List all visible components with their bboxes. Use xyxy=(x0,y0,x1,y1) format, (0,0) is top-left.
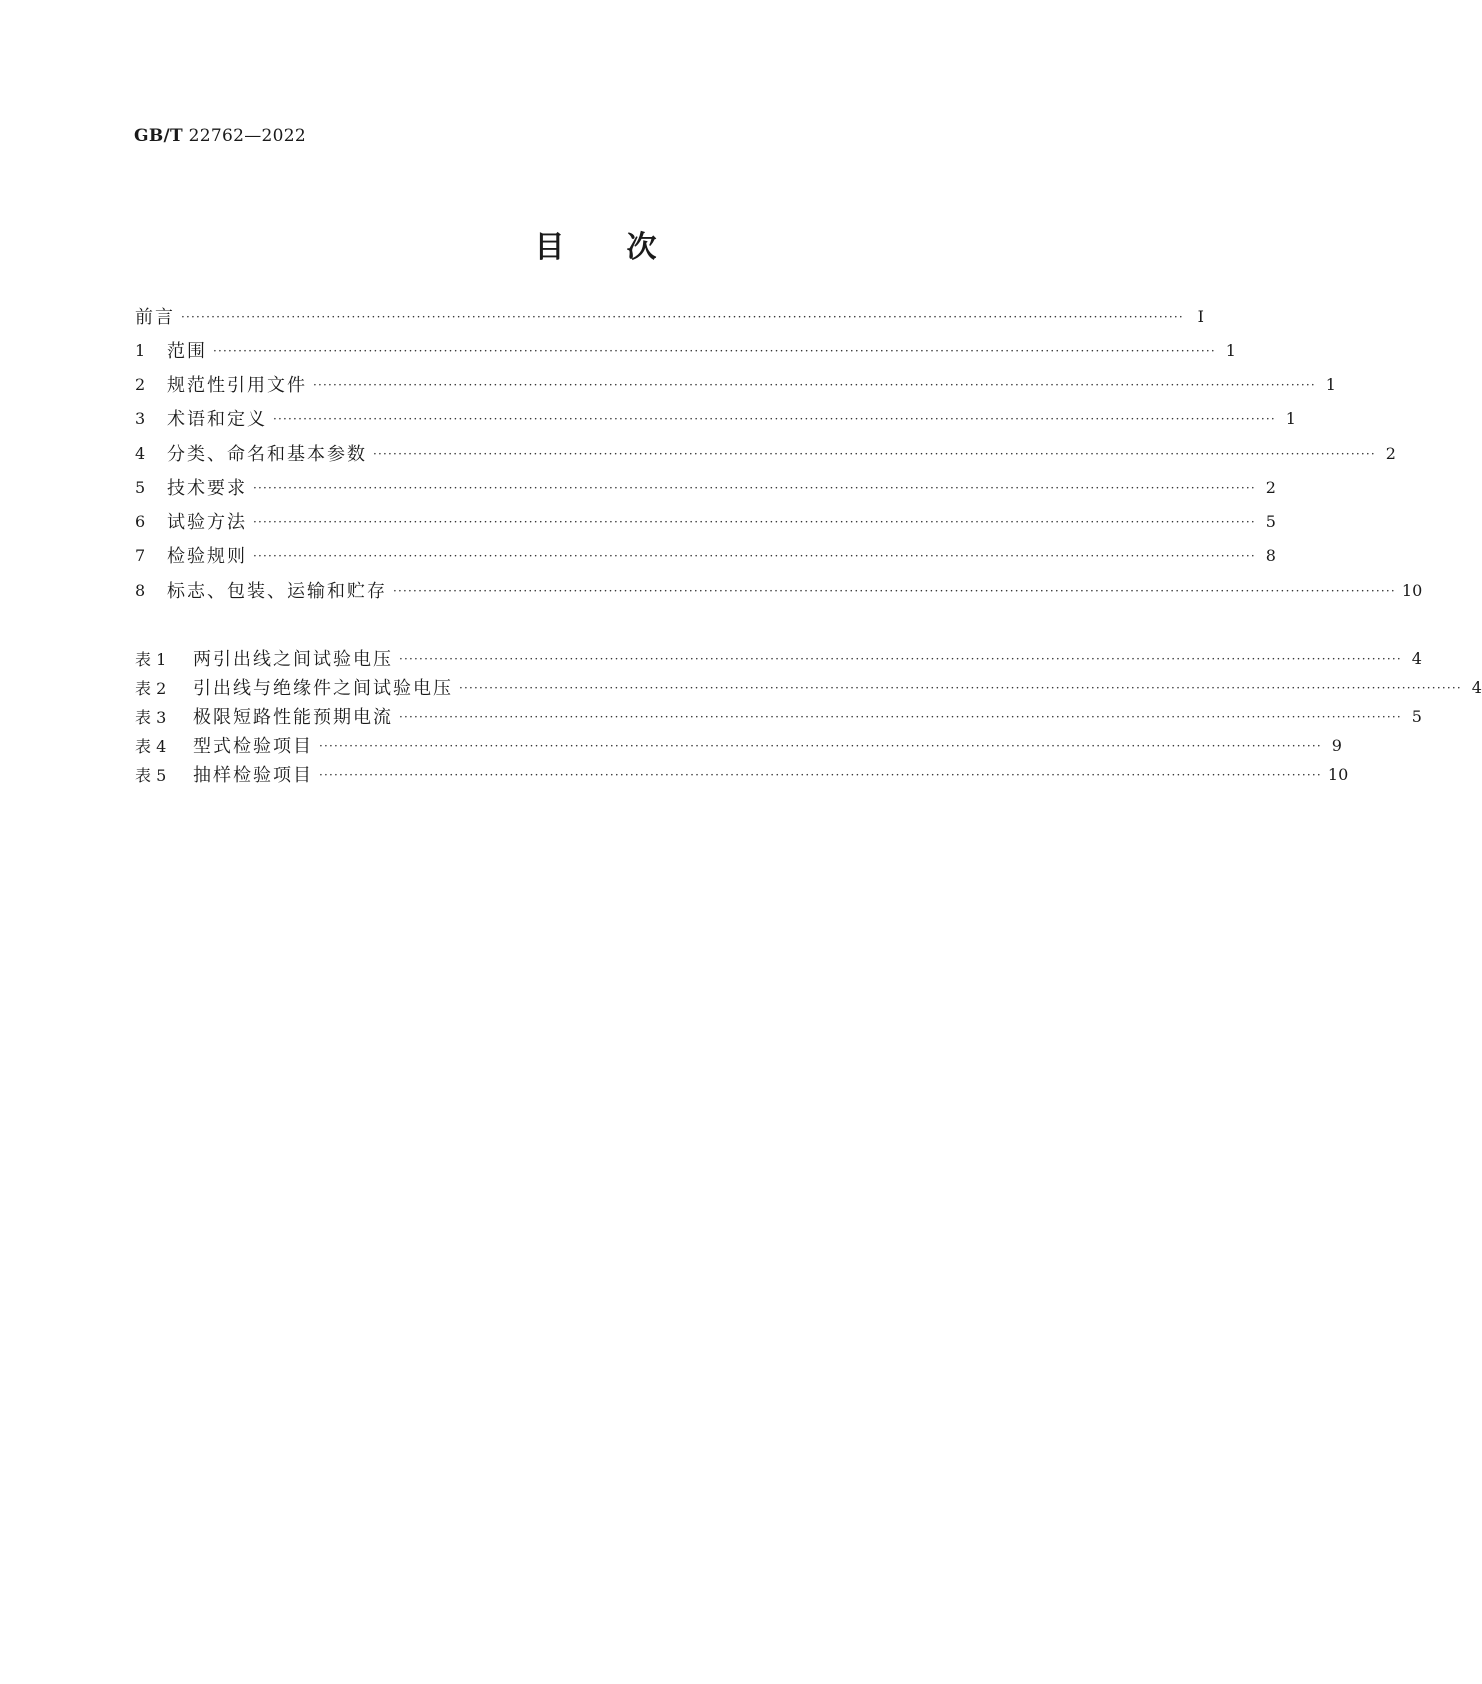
toc-entry-page: 1 xyxy=(1325,374,1336,394)
toc-entry-foreword[interactable] xyxy=(135,303,1204,329)
page-title xyxy=(0,222,1191,266)
toc-entry-label: 术语和定义 xyxy=(167,409,267,430)
dot-leader: ········································································································································································································ xyxy=(213,344,1216,358)
table-entry-1[interactable] xyxy=(135,645,1422,671)
toc-entry-normative-references[interactable] xyxy=(135,371,1336,397)
standard-code: GB/T xyxy=(134,126,183,146)
toc-entry-label: 前言 xyxy=(135,307,175,328)
table-entry-number: 表 4 xyxy=(135,736,167,756)
table-entry-3[interactable] xyxy=(135,703,1422,729)
table-entry-number: 表 3 xyxy=(135,707,167,727)
table-entry-label: 型式检验项目 xyxy=(193,736,313,757)
dot-leader: ········································································································································································································ xyxy=(253,549,1256,563)
table-entry-label: 两引出线之间试验电压 xyxy=(193,649,393,670)
table-entry-page: 10 xyxy=(1327,764,1349,784)
title-char-2: 次 xyxy=(626,230,657,265)
toc-entry-marking-packaging[interactable] xyxy=(135,577,1423,603)
toc-entry-test-methods[interactable] xyxy=(135,508,1276,534)
standard-number: 22762—2022 xyxy=(188,126,307,146)
toc-entry-inspection-rules[interactable] xyxy=(135,542,1276,568)
toc-entry-page: 10 xyxy=(1401,580,1423,600)
dot-leader: ········································································································································································································ xyxy=(373,447,1376,461)
toc-entry-number: 2 xyxy=(135,374,146,394)
dot-leader: ········································································································································································································ xyxy=(319,768,1322,782)
table-entry-label: 极限短路性能预期电流 xyxy=(193,707,393,728)
toc-entry-number: 7 xyxy=(135,545,146,565)
dot-leader: ········································································································································································································ xyxy=(313,378,1316,392)
toc-entry-page: 5 xyxy=(1265,511,1276,531)
table-entry-page: 4 xyxy=(1471,677,1482,697)
dot-leader: ········································································································································································································ xyxy=(253,481,1256,495)
toc-entry-label: 检验规则 xyxy=(167,546,247,567)
dot-leader: ········································································································································································································ xyxy=(399,710,1402,724)
dot-leader: ········································································································································································································ xyxy=(273,412,1276,426)
dot-leader: ········································································································································································································ xyxy=(253,515,1256,529)
toc-entry-classification[interactable] xyxy=(135,440,1396,466)
toc-entry-scope[interactable] xyxy=(135,337,1236,363)
dot-leader: ········································································································································································································ xyxy=(319,739,1322,753)
dot-leader: ········································································································································································································ xyxy=(459,681,1462,695)
toc-entry-number: 3 xyxy=(135,408,146,428)
toc-entry-page: Ⅰ xyxy=(1197,306,1204,326)
toc-entry-page: 1 xyxy=(1285,408,1296,428)
toc-entry-number: 4 xyxy=(135,443,146,463)
toc-entry-label: 规范性引用文件 xyxy=(167,375,307,396)
dot-leader: ········································································································································································································ xyxy=(181,310,1184,324)
toc-entry-number: 8 xyxy=(135,580,146,600)
table-entry-2[interactable] xyxy=(135,674,1482,700)
table-entry-5[interactable] xyxy=(135,761,1349,787)
toc-entry-page: 2 xyxy=(1265,477,1276,497)
toc-entry-label: 范围 xyxy=(167,341,207,362)
table-entry-page: 4 xyxy=(1411,648,1422,668)
toc-entry-label: 技术要求 xyxy=(167,478,247,499)
table-entry-page: 9 xyxy=(1331,735,1342,755)
toc-entry-requirements[interactable] xyxy=(135,474,1276,500)
title-char-1: 目 xyxy=(534,230,565,265)
toc-entry-label: 标志、包装、运输和贮存 xyxy=(167,581,387,602)
table-entry-label: 引出线与绝缘件之间试验电压 xyxy=(193,678,453,699)
table-entry-page: 5 xyxy=(1411,706,1422,726)
table-entry-label: 抽样检验项目 xyxy=(193,765,313,786)
toc-entry-page: 8 xyxy=(1265,545,1276,565)
toc-entry-page: 2 xyxy=(1385,443,1396,463)
toc-entry-terms[interactable] xyxy=(135,405,1296,431)
table-entry-4[interactable] xyxy=(135,732,1342,758)
dot-leader: ········································································································································································································ xyxy=(399,652,1402,666)
dot-leader: ········································································································································································································ xyxy=(393,584,1396,598)
document-header xyxy=(134,126,306,146)
toc-entry-number: 1 xyxy=(135,340,146,360)
table-entry-number: 表 1 xyxy=(135,649,167,669)
toc-entry-page: 1 xyxy=(1225,340,1236,360)
toc-entry-label: 分类、命名和基本参数 xyxy=(167,444,367,465)
toc-entry-number: 5 xyxy=(135,477,146,497)
toc-entry-number: 6 xyxy=(135,511,146,531)
table-entry-number: 表 2 xyxy=(135,678,167,698)
toc-entry-label: 试验方法 xyxy=(167,512,247,533)
table-entry-number: 表 5 xyxy=(135,765,167,785)
